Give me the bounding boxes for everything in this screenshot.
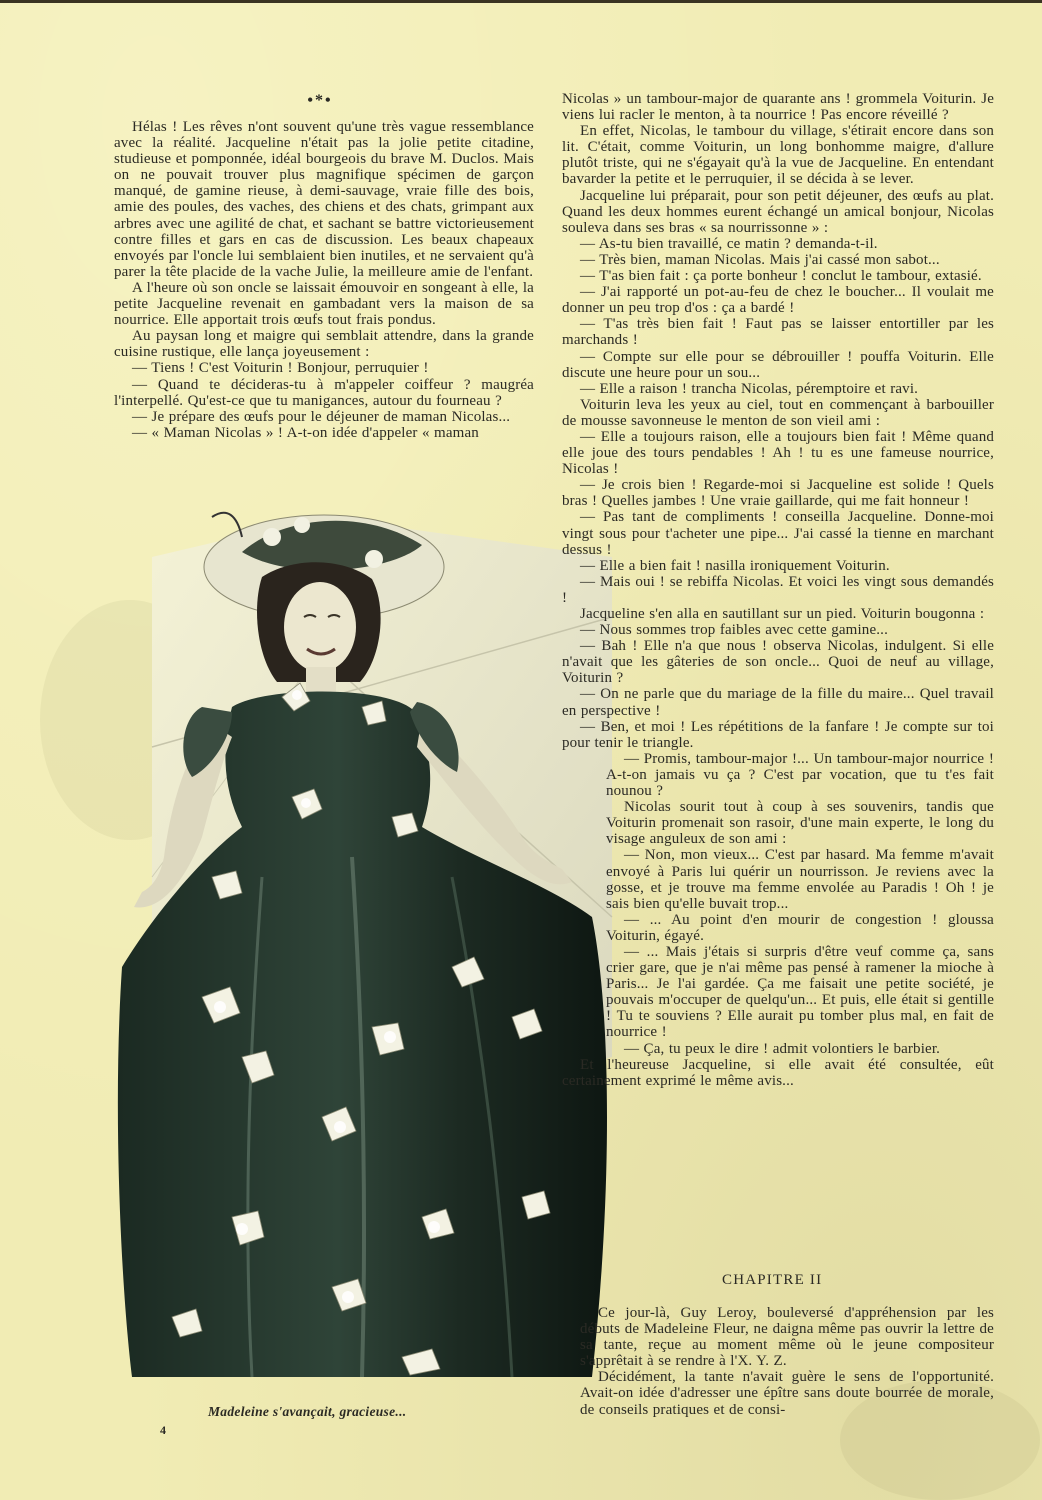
- paragraph: Nicolas » un tambour-major de quarante ans ! grommela Voiturin. Je viens lui racler le menton, à ta nourrice ! Pas encore réveillé ?: [562, 91, 994, 124]
- photo-madeleine: [92, 497, 632, 1400]
- indented-dialogue: [606, 751, 994, 1057]
- paragraph: — Non, mon vieux... C'est par hasard. Ma femme m'avait envoyé à Paris lui quérir un nourrisson. Je reviens avec la gosse, et je trouve ma femme envolée au Paradis ! Oh ! je sais bien qu'elle buvait trop...: [606, 847, 994, 912]
- paragraph: Voiturin leva les yeux au ciel, tout en commençant à barbouiller de mousse savonneuse le menton de son vieil ami :: [562, 396, 994, 429]
- paragraph: — Elle a toujours raison, elle a toujours bien fait ! Même quand elle joue des tours pendables ! Ah ! tu es une fameuse nourrice, Nicolas !: [562, 428, 994, 478]
- paragraph: — Bah ! Elle n'a que nous ! observa Nicolas, indulgent. Si elle n'avait que les gâteries de son oncle... Quoi de neuf au village, Voiturin ?: [562, 638, 994, 687]
- paragraph: — ... Mais j'étais si surpris d'être veuf comme ça, sans crier gare, que je n'ai même pas pensé à ramener la mioche à Paris... Je l'ai gardée. Ça me faisait une petite société, je pouvais m'occuper de quelqu'un... Et puis, elle était si gentille ! Tu te souviens ? Elle aurait pu tomber plus mal, en fait de nourrice !: [606, 943, 994, 1041]
- paragraph: — T'as bien fait : ça porte bonheur ! conclut le tambour, extasié.: [580, 268, 982, 285]
- paragraph: — As-tu bien travaillé, ce matin ? demanda-t-il.: [580, 235, 878, 252]
- paragraph: Ce jour-là, Guy Leroy, bouleversé d'appréhension par les débuts de Madeleine Fleur, ne daigna même pas ouvrir la lettre de sa tante, reçue au moment même où le jeune compositeur s'apprêtait à se rendre à l'X. Y. Z.: [580, 1305, 994, 1370]
- paragraph: — J'ai rapporté un pot-au-feu de chez le boucher... Il voulait me donner un peu trop d'os : ça a bardé !: [562, 284, 994, 317]
- paragraph: — Je prépare des œufs pour le déjeuner de maman Nicolas...: [132, 408, 511, 425]
- left-text-column: [114, 119, 534, 441]
- paragraph: — Pas tant de compliments ! conseilla Jacqueline. Donne-moi vingt sous pour t'acheter une pipe... J'ai cassé la tienne en marchant dessus !: [562, 509, 994, 558]
- paragraph: — Je crois bien ! Regarde-moi si Jacqueline est solide ! Quels bras ! Quelles jambes ! Une vraie gaillarde, qui me fait honneur !: [562, 477, 994, 510]
- chapter-heading: CHAPITRE II: [722, 1272, 823, 1288]
- paragraph: — T'as très bien fait ! Faut pas se laisser entortiller par les marchands !: [562, 316, 994, 349]
- paragraph: — Elle a raison ! trancha Nicolas, péremptoire et ravi.: [580, 380, 919, 397]
- paragraph: — « Maman Nicolas » ! A-t-on idée d'appeler « maman: [132, 424, 479, 441]
- paragraph: Nicolas sourit tout à coup à ses souvenirs, tandis que Voiturin promenait son rasoir, d'une main experte, le long du visage anguleux de son ami :: [606, 799, 994, 848]
- paragraph: Au paysan long et maigre qui semblait attendre, dans la grande cuisine rustique, elle lança joyeusement :: [114, 328, 534, 361]
- paragraph: A l'heure où son oncle se laissait émouvoir en songeant à elle, la petite Jacqueline revenait en gambadant vers la maison de sa nourrice. Elle apportait trois œufs tout frais pondus.: [114, 279, 534, 329]
- page-number: 4: [160, 1423, 166, 1437]
- paragraph: — Mais oui ! se rebiffa Nicolas. Et voici les vingt sous demandés !: [562, 573, 994, 606]
- section-ornament: •*•: [307, 92, 333, 109]
- top-rule: [0, 0, 1042, 3]
- photo-caption: Madeleine s'avançait, gracieuse...: [208, 1404, 407, 1419]
- photo-illustration: [92, 497, 632, 1400]
- paragraph: — Quand te décideras-tu à m'appeler coiffeur ? maugréa l'interpellé. Qu'est-ce que tu manigances, autour du fourneau ?: [114, 376, 534, 409]
- paragraph: — On ne parle que du mariage de la fille du maire... Quel travail en perspective !: [562, 686, 994, 719]
- paragraph: Et l'heureuse Jacqueline, si elle avait été consultée, eût certainement exprimé le même avis...: [562, 1056, 994, 1089]
- paragraph: — Tiens ! C'est Voiturin ! Bonjour, perruquier !: [132, 360, 429, 377]
- chapter-text-column: [580, 1305, 994, 1418]
- paragraph: En effet, Nicolas, le tambour du village, s'étirait encore dans son lit. C'était, comme Voiturin, un long bonhomme maigre, d'allure plutôt triste, qui ne s'égayait qu'à la vue de Jacqueline. En entendant bavarder la petite et le perruquier, il se décida à se lever.: [562, 123, 994, 188]
- paragraph: — Nous sommes trop faibles avec cette gamine...: [580, 622, 888, 639]
- paragraph: — Elle a bien fait ! nasilla ironiquement Voiturin.: [580, 557, 890, 574]
- paragraph: Décidément, la tante n'avait guère le sens de l'opportunité. Avait-on idée d'adresser une épître sans doute bourrée de morale, de conseils pratiques et de consi-: [580, 1369, 994, 1418]
- paragraph: Hélas ! Les rêves n'ont souvent qu'une très vague ressemblance avec la réalité. Jacqueline n'était pas la jolie petite citadine, studieuse et pomponnée, idéal bourgeois du brave M. Duclos. Mais on ne pouvait trouver plus magnifique spécimen de garçon manqué, de gamine rieuse, à demi-sauvage, vraie fille des bois, amie des poules, des vaches, des chiens et des chats, grimpant aux arbres avec une agilité de chat, et sachant se battre victorieusement contre filles et gars en cas de discussion. Les beaux chapeaux envoyés par l'oncle lui semblaient bien inutiles, et ne servaient qu'à parer la tête placide de la vache Julie, la meilleure amie de l'enfant.: [114, 119, 534, 280]
- paragraph: — Ben, et moi ! Les répétitions de la fanfare ! Je compte sur toi pour tenir le triangle.: [562, 718, 994, 751]
- right-text-column: [562, 91, 994, 1089]
- paragraph: — Ça, tu peux le dire ! admit volontiers le barbier.: [624, 1040, 941, 1057]
- paragraph: Jacqueline lui préparait, pour son petit déjeuner, des œufs au plat. Quand les deux hommes eurent échangé un amical bonjour, Nicolas souleva dans ses bras « sa nourrissonne » :: [562, 187, 994, 236]
- paragraph: — Compte sur elle pour se débrouiller ! pouffa Voiturin. Elle discute une heure pour un sou...: [562, 348, 994, 381]
- paragraph: — Très bien, maman Nicolas. Mais j'ai cassé mon sabot...: [580, 251, 940, 268]
- paragraph: Jacqueline s'en alla en sautillant sur un pied. Voiturin bougonna :: [580, 606, 985, 622]
- paragraph: — Promis, tambour-major !... Un tambour-major nourrice ! A-t-on jamais vu ça ? C'est par vocation, que tu t'es fait nounou ?: [606, 750, 994, 800]
- paragraph: — ... Au point d'en mourir de congestion ! gloussa Voiturin, égayé.: [606, 911, 994, 944]
